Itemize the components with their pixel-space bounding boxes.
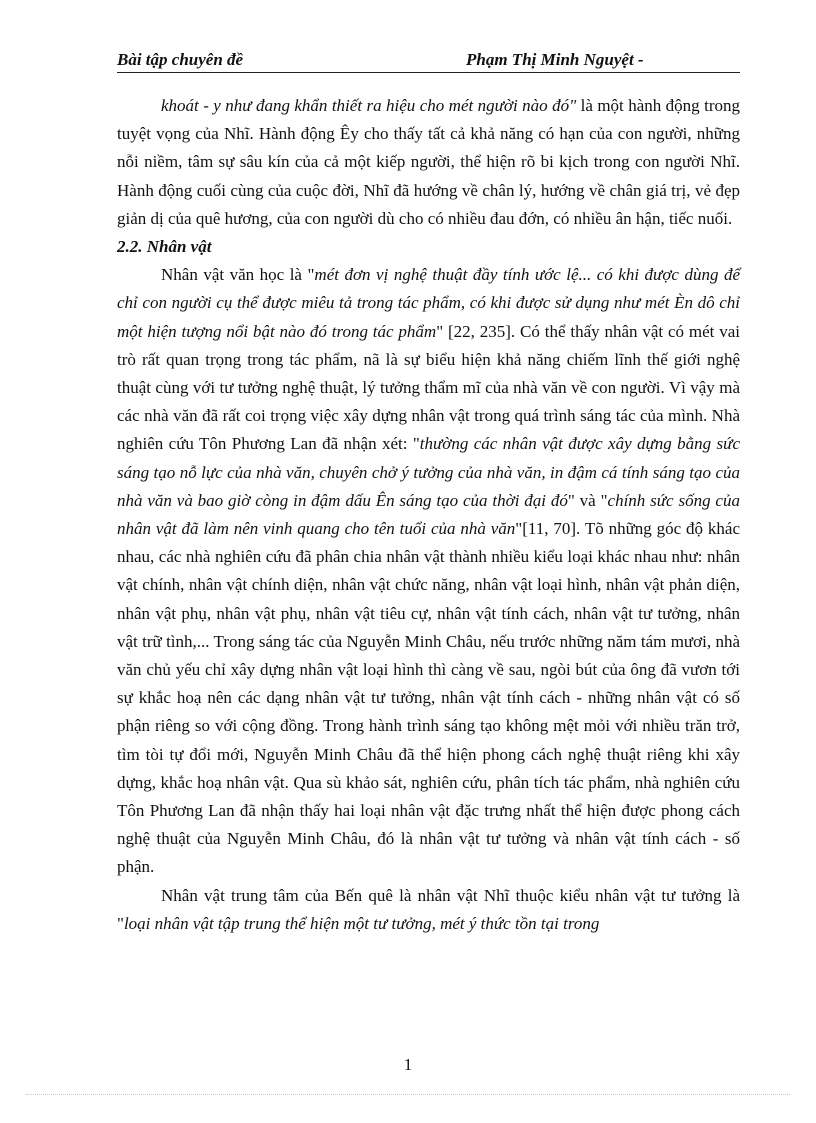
paragraph-text: "[11, 70]. Tõ những góc độ khác nhau, các nhà nghiên cứu đã phân chia nhân vật thành nhiều kiểu loại khác nhau như: nhân vật chính, nhân vật chính diện, nhân vật chức năng, nhân vật loại hình, nhân vật phản diện, nhân vật phụ, nhân vật phụ, nhân vật tiêu cự, nhân vật tính cách, nhân vật tư tưởng, nhân vật trữ tình,... Trong sáng tác của Nguyễn Minh Châu, nếu trước những năm tám mươi, nhà văn chủ yếu chỉ xây dựng nhân vật loại hình thì càng về sau, ngòi bút của ông đã vươn tới sự khắc hoạ nên các dạng nhân vật tư tưởng, nhân vật tính cách - những nhân vật có số phận riêng so với cộng đồng. Trong hành trình sáng tạo không mệt mỏi với nhiều trăn trở, tìm tòi tự đổi mới, Nguyễn Minh Châu đã thể hiện phong cách nghệ thuật riêng khi xây dựng, khắc hoạ nhân vật. Qua sù khảo sát, nghiên cứu, phân tích tác phẩm, nhà nghiên cứu Tôn Phương Lan đã nhận thấy hai loại nhân vật đặc trưng nhất thể hiện được phong cách nghệ thuật của Nguyễn Minh Châu, đó là nhân vật tư tưởng và nhân vật tính cách - số phận. <box>117 519 741 877</box>
header-title: Bài tập chuyên đề <box>117 50 244 69</box>
document-body <box>117 92 740 938</box>
quote-text: khoát - y như đang khẩn thiết ra hiệu cho mét người nào đó" <box>161 96 577 115</box>
paragraph-text: là một hành động trong tuyệt vọng của Nhĩ. Hành động Êy cho thấy tất cả khả năng có hạn của con người, những nỗi niềm, tâm sự sâu kín của cả một kiếp người, thể hiện rõ bi kịch trong con người Nhĩ. Hành động cuối cùng của cuộc đời, Nhĩ đã hướng về chân lý, hướng về chân giá trị, vẻ đẹp giản dị của quê hương, của con người dù cho có nhiều đau đớn, có nhiều ân hận, tiếc nuối. <box>117 96 740 228</box>
paragraph-text: " [22, 235]. Có thể thấy nhân vật có mét vai trò rất quan trọng trong tác phẩm, nã là sự biểu hiện khả năng chiếm lĩnh thế giới nghệ thuật cùng với tư tưởng nghệ thuật, lý tưởng thẩm mĩ của nhà văn về con người. Vì vậy mà các nhà văn đã rất coi trọng việc xây dựng nhân vật trong quá trình sáng tác của mình. Nhà nghiên cứu Tôn Phương Lan đã nhận xét: " <box>117 321 740 454</box>
quote-text: loại nhân vật tập trung thể hiện một tư tưởng, mét ý thức tồn tại trong <box>123 913 600 933</box>
page-number: 1 <box>403 1055 413 1074</box>
paragraph-3 <box>117 882 740 938</box>
paragraph-1 <box>117 92 740 233</box>
paragraph-text: " và " <box>567 490 608 510</box>
footer-divider <box>26 1094 790 1095</box>
quote-text: thường các nhân vật được xây dựng bằng sức sáng tạo nỗ lực của nhà văn, chuyên chở ý tưởng của nhà văn, in đậm cá tính sáng tạo của nhà văn và bao giờ còng in đậm dấu Ên sáng tạo của thời đại đó <box>117 434 740 510</box>
paragraph-text: Nhân vật trung tâm của Bến quê là nhân vật Nhĩ thuộc kiểu nhân vật tư tưởng là " <box>117 885 740 933</box>
page-header <box>117 50 740 73</box>
paragraph-2 <box>117 261 740 881</box>
quote-text: chính sức sống của nhân vật đã làm nên vinh quang cho tên tuổi của nhà văn <box>117 490 740 539</box>
quote-text: mét đơn vị nghệ thuật đầy tính ước lệ... có khi được dùng để chỉ con người cụ thể được miêu tả trong tác phẩm, có khi được sử dụng như mét Èn dô chỉ một hiện tượng nổi bật nào đó trong tác phẩm <box>117 265 741 341</box>
paragraph-text: Nhân vật văn học là " <box>161 265 315 285</box>
header-author: Phạm Thị Minh Nguyệt - <box>466 50 644 69</box>
section-heading: 2.2. Nhân vật <box>117 237 212 257</box>
